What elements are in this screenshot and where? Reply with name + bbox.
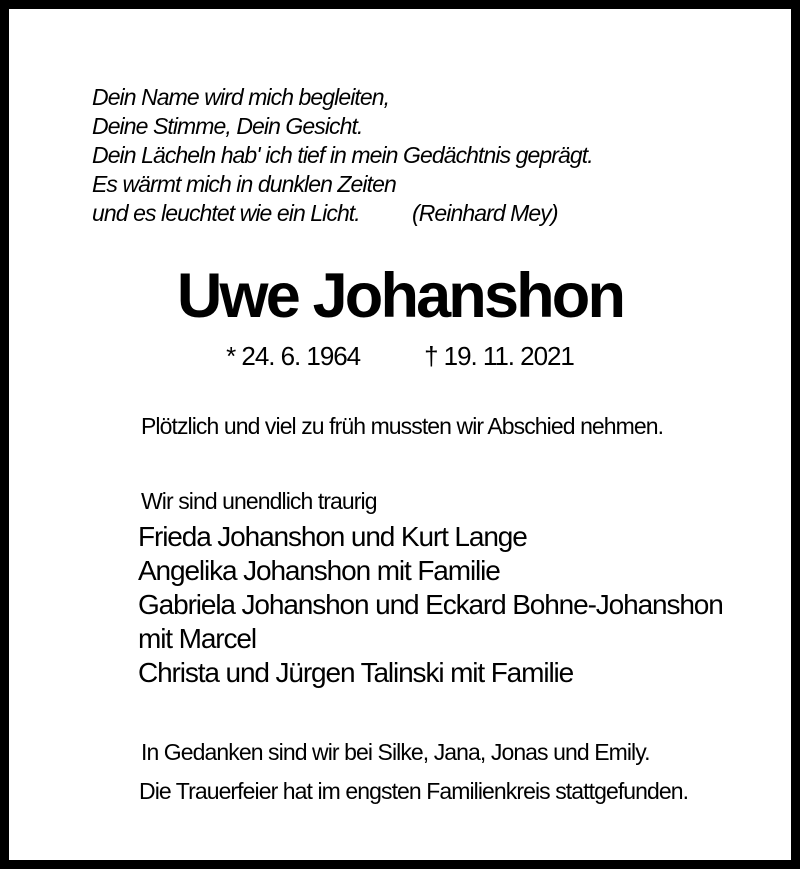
death-date: † 19. 11. 2021: [424, 341, 574, 371]
poem-line: Dein Lächeln hab' ich tief in mein Gedächtnis geprägt.: [92, 142, 593, 168]
deceased-name: Uwe Johanshon: [176, 261, 624, 331]
mourners-list: [138, 520, 723, 690]
remembrance-text: In Gedanken sind wir bei Silke, Jana, Jonas und Emily.: [141, 739, 650, 765]
mourner-line: Angelika Johanshon mit Familie: [138, 555, 500, 586]
poem-line: Es wärmt mich in dunklen Zeiten: [92, 171, 396, 197]
poem-line-text: und es leuchtet wie ein Licht.: [92, 200, 360, 226]
birth-date: * 24. 6. 1964: [226, 341, 361, 371]
mourner-line: Christa und Jürgen Talinski mit Familie: [138, 657, 574, 688]
poem-attribution: (Reinhard Mey): [412, 200, 558, 226]
poem-line: [92, 199, 593, 228]
mourner-line: mit Marcel: [138, 623, 256, 654]
opening-poem: [92, 83, 593, 228]
mourner-line: Frieda Johanshon und Kurt Lange: [138, 521, 527, 552]
announcement-text: Plötzlich und viel zu früh mussten wir Abschied nehmen.: [141, 413, 664, 439]
mourner-line: Gabriela Johanshon und Eckard Bohne-Johanshon: [138, 589, 723, 620]
mourners-lead: Wir sind unendlich traurig: [141, 488, 377, 514]
poem-line: Deine Stimme, Dein Gesicht.: [92, 113, 363, 139]
poem-line: Dein Name wird mich begleiten,: [92, 84, 390, 110]
funeral-note: Die Trauerfeier hat im engsten Familienkreis stattgefunden.: [139, 778, 689, 804]
life-dates: [9, 342, 791, 370]
